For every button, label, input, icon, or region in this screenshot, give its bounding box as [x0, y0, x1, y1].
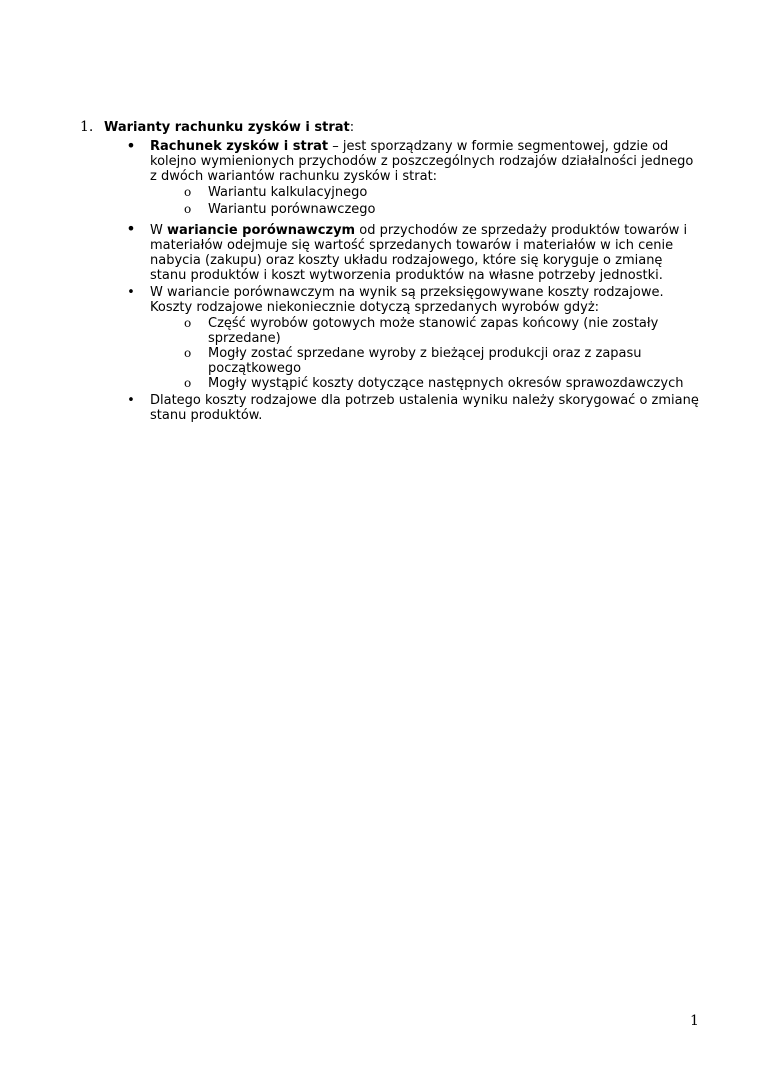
bullet-2-bold: wariancie porównawczym: [167, 223, 356, 238]
bullet-1-bold: Rachunek zysków i strat: [150, 139, 329, 154]
heading-number: 1.: [80, 119, 94, 135]
bullet-1-text: – jest sporządzany w formie segmentowej, gdzie od kolejno wymienionych przychodów z poszczególnych rodzajów działalności jednego z dwóch wariantów rachunku zysków i strat:: [150, 139, 694, 184]
bullet-icon: •: [126, 219, 136, 238]
sub-bullet-icon: o: [184, 185, 192, 199]
bullet-paragraph-4: Dlatego koszty rodzajowe dla potrzeb ustalenia wyniku należy skorygować o zmianę stanu produktów.: [150, 393, 699, 423]
heading-text: [104, 120, 354, 135]
bullet-icon: •: [126, 136, 136, 155]
sub-bullet-icon: o: [184, 376, 192, 390]
heading-suffix: :: [349, 120, 355, 135]
sub-item: Wariantu kalkulacyjnego: [208, 185, 368, 200]
sub-bullet-icon: o: [184, 346, 192, 360]
bullet-paragraph-1: [150, 139, 702, 184]
bullet-icon: •: [127, 393, 135, 408]
bullet-paragraph-3: W wariancie porównawczym na wynik są przeksięgowywane koszty rodzajowe. Koszty rodzajowe niekoniecznie dotyczą sprzedanych wyrobów gdyż:: [150, 285, 664, 315]
sub-bullet-icon: o: [184, 316, 192, 330]
bullet-icon: •: [127, 285, 135, 300]
sub-item: Wariantu porównawczego: [208, 202, 376, 217]
sub-item: Mogły wystąpić koszty dotyczące następnych okresów sprawozdawczych: [208, 376, 684, 391]
bullet-paragraph-2: [150, 223, 702, 283]
page-number: 1: [690, 1013, 699, 1029]
sub-item: Część wyrobów gotowych może stanowić zapas końcowy (nie zostały sprzedane): [208, 316, 659, 346]
heading-title: Warianty rachunku zysków i strat: [104, 120, 350, 135]
bullet-2-text: od przychodów ze sprzedaży produktów towarów i materiałów odejmuje się wartość sprzedanych towarów i materiałów w ich cenie nabycia (zakupu) oraz koszty układu rodzajowego, które się koryguje o zmianę stanu produktów i koszt wytworzenia produktów na własne potrzeby jednostki.: [150, 223, 688, 283]
bullet-2-prefix: W: [150, 223, 167, 238]
sub-item: Mogły zostać sprzedane wyroby z bieżącej produkcji oraz z zapasu początkowego: [208, 346, 642, 376]
sub-bullet-icon: o: [184, 202, 192, 216]
